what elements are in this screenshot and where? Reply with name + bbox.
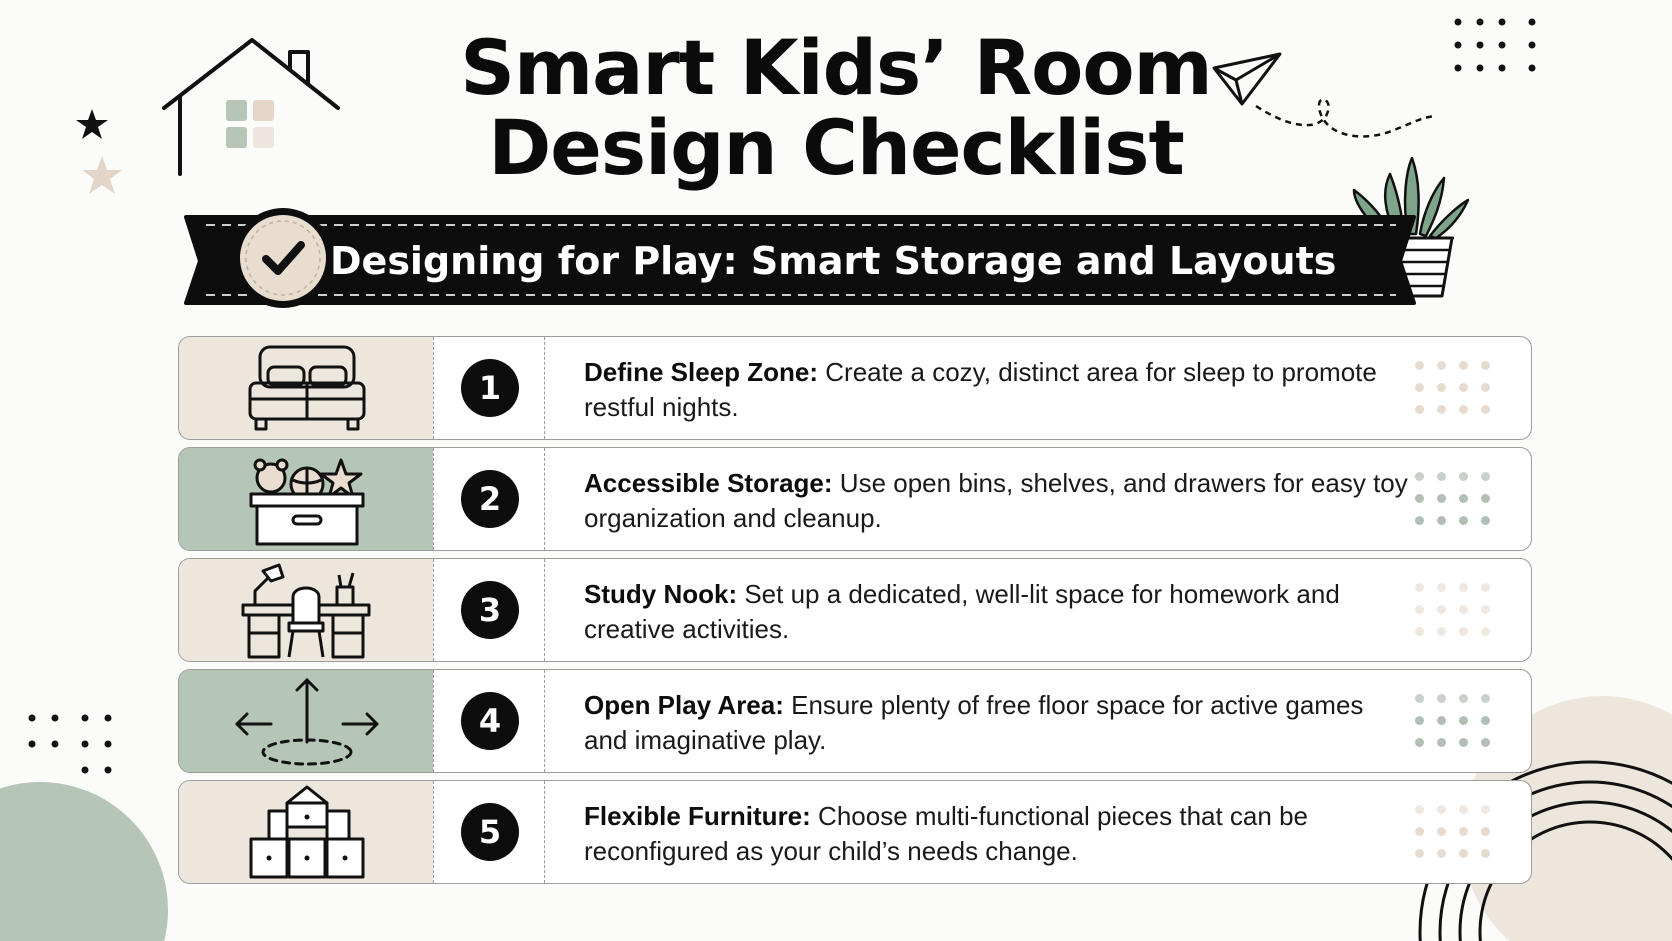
item-text [584,355,1414,425]
banner-subtitle: Designing for Play: Smart Storage and Layouts [330,239,1337,283]
checklist-item [178,780,1532,884]
item-icon-cell [179,448,433,550]
item-text [584,688,1414,758]
item-number-cell [433,337,545,439]
dot-grid-icon [1415,583,1491,639]
item-heading: Open Play Area: [584,690,784,720]
item-body: Ensure plenty of free floor space for active games and imaginative play. [584,690,1364,755]
checklist-item [178,669,1532,773]
item-text [584,466,1414,536]
item-body: Create a cozy, distinct area for sleep to promote restful nights. [584,357,1377,422]
item-icon-cell [179,670,433,772]
open-space-arrows-icon [235,676,379,770]
star-icon [70,106,130,202]
item-icon-cell [179,559,433,661]
modular-blocks-icon [247,783,367,883]
item-text [584,799,1414,869]
item-heading: Accessible Storage: [584,468,833,498]
item-number-cell [433,670,545,772]
dot-grid-icon [1415,694,1491,750]
title-line-1: Smart Kids’ Room [460,23,1212,112]
item-number-badge: 3 [461,581,519,639]
item-number-badge: 5 [461,803,519,861]
item-body: Choose multi-functional pieces that can be reconfigured as your child’s needs change. [584,801,1308,866]
item-heading: Define Sleep Zone: [584,357,819,387]
toy-bin-icon [247,452,367,548]
checklist-item [178,558,1532,662]
item-number-cell [433,448,545,550]
item-heading: Study Nook: [584,579,738,609]
item-body: Set up a dedicated, well-lit space for homework and creative activities. [584,579,1340,644]
item-number-cell [433,781,545,883]
item-number-badge: 1 [461,359,519,417]
page-title [400,23,1272,192]
dot-grid-icon [1415,361,1491,417]
dot-grid-icon [22,708,122,778]
item-icon-cell [179,337,433,439]
desk-icon [241,561,371,661]
item-heading: Flexible Furniture: [584,801,811,831]
title-line-2: Design Checklist [488,103,1184,192]
dot-grid-icon [1415,805,1491,861]
bed-icon [246,343,368,435]
item-number-badge: 2 [461,470,519,528]
dot-grid-icon [1415,472,1491,528]
house-icon [156,28,346,180]
item-body: Use open bins, shelves, and drawers for easy toy organization and cleanup. [584,468,1408,533]
item-number-cell [433,559,545,661]
item-text [584,577,1414,647]
dot-grid-icon [1450,14,1550,78]
item-number-badge: 4 [461,692,519,750]
checklist-item [178,447,1532,551]
checklist-item [178,336,1532,440]
item-icon-cell [179,781,433,883]
check-icon [228,203,338,313]
sage-circle-blob-icon [0,760,170,941]
